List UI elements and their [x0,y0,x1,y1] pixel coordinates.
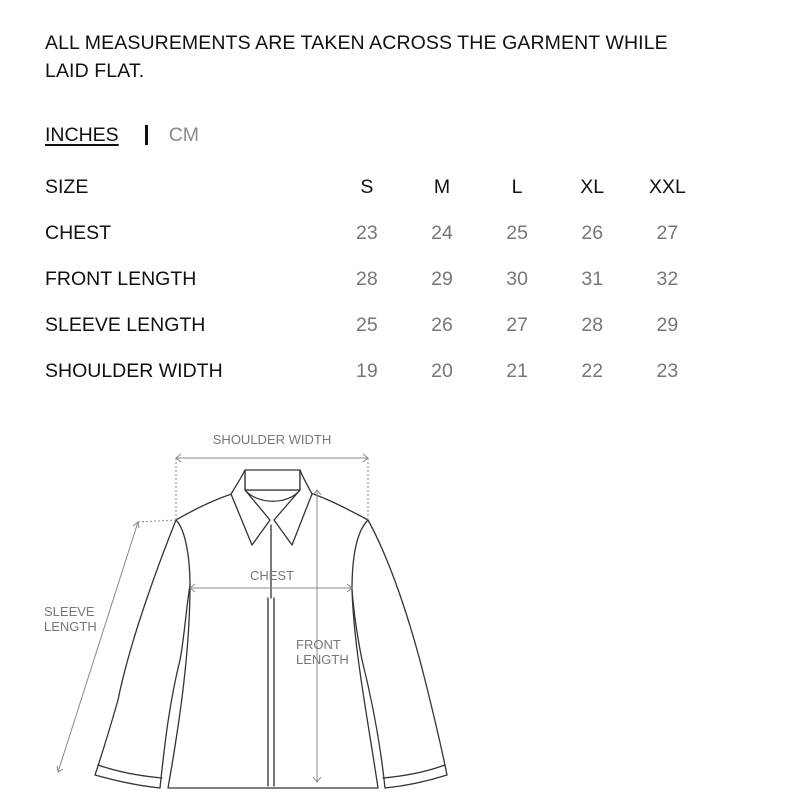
table-cell: 28 [581,313,604,336]
size-column-s: S [360,175,374,198]
table-cell: 25 [356,313,378,336]
table-row [45,256,705,302]
unit-toggle [45,122,199,148]
size-column-m: M [433,175,451,198]
table-cell: 26 [581,221,604,244]
table-header-row [45,164,705,210]
table-cell: 25 [506,221,528,244]
unit-cm-option[interactable]: CM [168,123,200,146]
unit-divider [145,125,148,145]
table-row [45,348,705,394]
table-cell: 29 [431,267,453,290]
jacket-outline-icon [95,470,447,788]
table-cell: 21 [506,359,528,382]
size-header-label: SIZE [45,175,89,198]
sleeve-length-label-line1: SLEEVE [44,604,95,619]
table-cell: 30 [506,267,528,290]
table-cell: 31 [581,267,604,290]
row-label-shoulder-width: SHOULDER WIDTH [45,359,223,382]
sleeve-length-label-line2: LENGTH [44,619,97,634]
table-row [45,302,705,348]
table-cell: 23 [356,221,378,244]
row-label-sleeve-length: SLEEVE LENGTH [45,313,206,336]
table-row [45,210,705,256]
front-length-label-line2: LENGTH [296,652,349,667]
chest-label: CHEST [249,568,295,583]
row-label-front-length: FRONT LENGTH [45,267,197,290]
row-label-chest: CHEST [45,221,112,244]
table-cell: 19 [356,359,378,382]
size-column-xxl: XXL [648,175,686,198]
shoulder-width-label: SHOULDER WIDTH [212,432,332,447]
size-chart-table [45,164,705,394]
size-column-l: L [511,175,523,198]
size-column-xl: XL [580,175,605,198]
jacket-measurement-diagram [0,400,794,806]
unit-inches-option[interactable]: INCHES [45,123,119,146]
front-length-label-line1: FRONT [296,637,341,652]
table-cell: 23 [656,359,679,382]
table-cell: 20 [431,359,453,382]
measurement-note: ALL MEASUREMENTS ARE TAKEN ACROSS THE GARMENT WHILE LAID FLAT. [45,32,668,82]
table-cell: 27 [506,313,528,336]
table-cell: 27 [656,221,679,244]
table-cell: 29 [656,313,679,336]
table-cell: 28 [356,267,378,290]
table-cell: 22 [581,359,604,382]
table-cell: 24 [431,221,453,244]
table-cell: 26 [431,313,453,336]
table-cell: 32 [656,267,679,290]
